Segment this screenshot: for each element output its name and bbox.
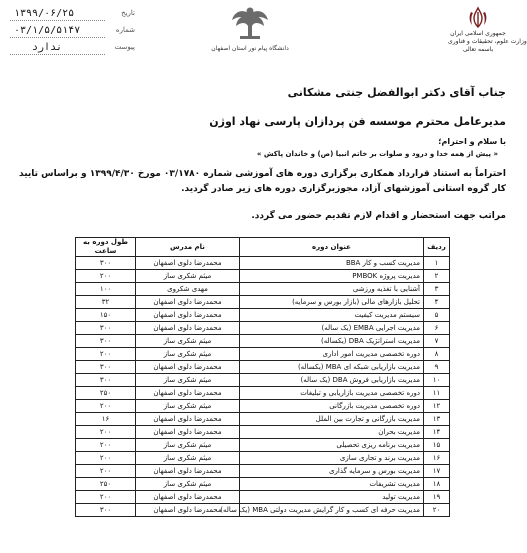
row-index: ۱۰ bbox=[424, 374, 450, 387]
table-row bbox=[76, 348, 450, 361]
row-teacher: محمدرضا دلوی اصفهان bbox=[136, 309, 240, 322]
attachment-underline bbox=[10, 54, 105, 55]
row-index: ۱۷ bbox=[424, 465, 450, 478]
row-course-title: مدیریت استراتژیک DBA (یکساله) bbox=[240, 335, 424, 348]
attachment-label: پیوست bbox=[114, 43, 135, 51]
row-hours: ۳۲ bbox=[76, 296, 136, 309]
row-course-title: مدیریت تولید bbox=[240, 491, 424, 504]
row-teacher: محمدرضا دلوی اصفهان bbox=[136, 465, 240, 478]
row-course-title: سیستم مدیریت کیفیت bbox=[240, 309, 424, 322]
number-value: ۰۳/۱/۵/۵۱۴۷ bbox=[14, 25, 81, 36]
row-hours: ۱۵۰ bbox=[76, 309, 136, 322]
attachment-value: ندارد bbox=[32, 42, 63, 53]
table-row bbox=[76, 452, 450, 465]
table-row bbox=[76, 322, 450, 335]
row-course-title: مدیریت بازاریابی فروش DBA (یک ساله) bbox=[240, 374, 424, 387]
row-index: ۱۸ bbox=[424, 478, 450, 491]
row-course-title: مدیریت حرفه ای کسب و کار گرایش مدیریت دولتی MBA (یک ساله) bbox=[240, 504, 424, 517]
row-hours: ۲۰۰ bbox=[76, 270, 136, 283]
row-teacher: محمدرضا دلوی اصفهان bbox=[136, 491, 240, 504]
table-row bbox=[76, 387, 450, 400]
row-teacher: میثم شکری ساز bbox=[136, 452, 240, 465]
letter-body: احتراماً به استناد قرارداد همکاری برگزاری دوره های آموزشی شماره ۰۳/۱۷۸۰ مورخ ۱۳۹۹/۴/۳۰ و براساس تایید کار گروه استانی آموزشهای آزاد، مجوزبرگزاری دوره های زیر صادر گردید. bbox=[19, 169, 506, 194]
emblem-line-2: وزارت علوم، تحقیقات و فناوری bbox=[448, 38, 527, 45]
date-underline bbox=[10, 20, 105, 21]
row-hours: ۲۰۰ bbox=[76, 348, 136, 361]
row-hours: ۲۰۰ bbox=[76, 465, 136, 478]
row-hours: ۲۵۰ bbox=[76, 387, 136, 400]
row-teacher: میثم شکری ساز bbox=[136, 270, 240, 283]
addressee-position: مدیرعامل محترم موسسه فن پردازان پارسی نهاد اوژن bbox=[209, 115, 506, 128]
row-hours: ۱۶ bbox=[76, 413, 136, 426]
table-row bbox=[76, 296, 450, 309]
table-row bbox=[76, 283, 450, 296]
row-hours: ۱۰۰ bbox=[76, 283, 136, 296]
table-row bbox=[76, 374, 450, 387]
date-row bbox=[10, 6, 135, 23]
number-label: شماره bbox=[115, 26, 135, 34]
row-hours: ۲۰۰ bbox=[76, 452, 136, 465]
greeting: با سلام و احترام؛ bbox=[438, 137, 506, 146]
row-index: ۳ bbox=[424, 283, 450, 296]
row-hours: ۳۰۰ bbox=[76, 504, 136, 517]
table-row bbox=[76, 257, 450, 270]
row-index: ۱۲ bbox=[424, 400, 450, 413]
row-course-title: مدیریت اجرایی EMBA (یک ساله) bbox=[240, 322, 424, 335]
letter-meta bbox=[10, 6, 135, 57]
row-index: ۱۹ bbox=[424, 491, 450, 504]
row-course-title: مدیریت کسب و کار BBA bbox=[240, 257, 424, 270]
row-index: ۱۱ bbox=[424, 387, 450, 400]
row-course-title: مدیریت بازرگانی و تجارت بین الملل bbox=[240, 413, 424, 426]
addressee: جناب آقای دکتر ابوالفضل جنتی مشکانی bbox=[287, 86, 506, 99]
date-value: ۱۳۹۹/۰۶/۲۵ bbox=[14, 8, 75, 19]
row-hours: ۲۰۰ bbox=[76, 426, 136, 439]
table-row bbox=[76, 309, 450, 322]
attachment-row bbox=[10, 40, 135, 57]
row-course-title: مدیریت تشریفات bbox=[240, 478, 424, 491]
table-row bbox=[76, 491, 450, 504]
row-hours: ۳۰۰ bbox=[76, 361, 136, 374]
table-row bbox=[76, 465, 450, 478]
row-course-title: مدیریت پروژه PMBOK bbox=[240, 270, 424, 283]
row-teacher: میثم شکری ساز bbox=[136, 439, 240, 452]
row-course-title: مدیریت بحران bbox=[240, 426, 424, 439]
table-row bbox=[76, 478, 450, 491]
row-course-title: دوره تخصصی مدیریت بازاریابی و تبلیغات bbox=[240, 387, 424, 400]
table-row bbox=[76, 361, 450, 374]
table-row bbox=[76, 426, 450, 439]
row-teacher: محمدرضا دلوی اصفهان bbox=[136, 413, 240, 426]
row-teacher: محمدرضا دلوی اصفهان bbox=[136, 504, 240, 517]
header-title: عنوان دوره bbox=[240, 238, 424, 257]
table-row bbox=[76, 270, 450, 283]
table-row bbox=[76, 413, 450, 426]
ministry-emblem bbox=[448, 6, 527, 54]
row-hours: ۳۰۰ bbox=[76, 335, 136, 348]
row-index: ۱۴ bbox=[424, 426, 450, 439]
header-hours: طول دوره به ساعت bbox=[76, 238, 136, 257]
row-index: ۲ bbox=[424, 270, 450, 283]
row-hours: ۲۰۰ bbox=[76, 400, 136, 413]
row-course-title: مدیریت بازاریابی شبکه ای MBA (یکساله) bbox=[240, 361, 424, 374]
table-body bbox=[76, 257, 450, 517]
row-course-title: دوره تخصصی مدیریت بازرگانی bbox=[240, 400, 424, 413]
date-label: تاریخ bbox=[121, 9, 135, 17]
row-course-title: آشنایی با تغذیه ورزشی bbox=[240, 283, 424, 296]
row-course-title: مدیریت بورس و سرمایه گذاری bbox=[240, 465, 424, 478]
iran-emblem-icon bbox=[466, 6, 490, 30]
row-index: ۶ bbox=[424, 322, 450, 335]
religious-quote: « پیش از همه خدا و درود و صلوات بر خاتم انبیا (ص) و خاندان پاکش » bbox=[256, 150, 498, 158]
row-index: ۱۵ bbox=[424, 439, 450, 452]
courses-table-wrapper bbox=[75, 237, 449, 517]
row-index: ۷ bbox=[424, 335, 450, 348]
header-teacher: نام مدرس bbox=[136, 238, 240, 257]
row-teacher: محمدرضا دلوی اصفهان bbox=[136, 426, 240, 439]
row-teacher: میثم شکری ساز bbox=[136, 478, 240, 491]
university-logo bbox=[205, 4, 295, 52]
row-hours: ۲۰۰ bbox=[76, 491, 136, 504]
row-teacher: مهدی شکروی bbox=[136, 283, 240, 296]
row-hours: ۲۵۰ bbox=[76, 478, 136, 491]
row-teacher: محمدرضا دلوی اصفهان bbox=[136, 361, 240, 374]
table-row bbox=[76, 504, 450, 517]
number-row bbox=[10, 23, 135, 40]
row-index: ۴ bbox=[424, 296, 450, 309]
row-index: ۱۶ bbox=[424, 452, 450, 465]
emblem-line-3: باسمه تعالی bbox=[462, 46, 494, 53]
row-index: ۹ bbox=[424, 361, 450, 374]
row-index: ۵ bbox=[424, 309, 450, 322]
table-header-row bbox=[76, 238, 450, 257]
row-hours: ۳۰۰ bbox=[76, 322, 136, 335]
table-row bbox=[76, 439, 450, 452]
row-course-title: تحلیل بازارهای مالی (بازار بورس و سرمایه) bbox=[240, 296, 424, 309]
header-index: ردیف bbox=[424, 238, 450, 257]
row-index: ۲۰ bbox=[424, 504, 450, 517]
row-hours: ۲۰۰ bbox=[76, 439, 136, 452]
table-row bbox=[76, 335, 450, 348]
courses-table bbox=[75, 237, 450, 517]
row-hours: ۳۰۰ bbox=[76, 257, 136, 270]
row-index: ۸ bbox=[424, 348, 450, 361]
row-teacher: محمدرضا دلوی اصفهان bbox=[136, 322, 240, 335]
row-teacher: میثم شکری ساز bbox=[136, 400, 240, 413]
letter-closing: مراتب جهت استحضار و اقدام لازم تقدیم حضور می گردد. bbox=[251, 211, 506, 221]
university-caption: دانشگاه پیام نور استان اصفهان bbox=[211, 45, 289, 52]
row-teacher: محمدرضا دلوی اصفهان bbox=[136, 387, 240, 400]
row-course-title: دوره تخصصی مدیریت امور اداری bbox=[240, 348, 424, 361]
row-teacher: میثم شکری ساز bbox=[136, 374, 240, 387]
emblem-line-1: جمهوری اسلامی ایران bbox=[450, 30, 506, 37]
number-underline bbox=[10, 37, 105, 38]
row-course-title: مدیریت برنامه ریزی تحصیلی bbox=[240, 439, 424, 452]
row-index: ۱ bbox=[424, 257, 450, 270]
row-teacher: محمدرضا دلوی اصفهان bbox=[136, 257, 240, 270]
university-logo-icon bbox=[228, 4, 272, 44]
table-row bbox=[76, 400, 450, 413]
row-teacher: میثم شکری ساز bbox=[136, 348, 240, 361]
row-index: ۱۳ bbox=[424, 413, 450, 426]
row-hours: ۳۰۰ bbox=[76, 374, 136, 387]
row-teacher: محمدرضا دلوی اصفهان bbox=[136, 296, 240, 309]
row-course-title: مدیریت برند و تجاری سازی bbox=[240, 452, 424, 465]
row-teacher: میثم شکری ساز bbox=[136, 335, 240, 348]
